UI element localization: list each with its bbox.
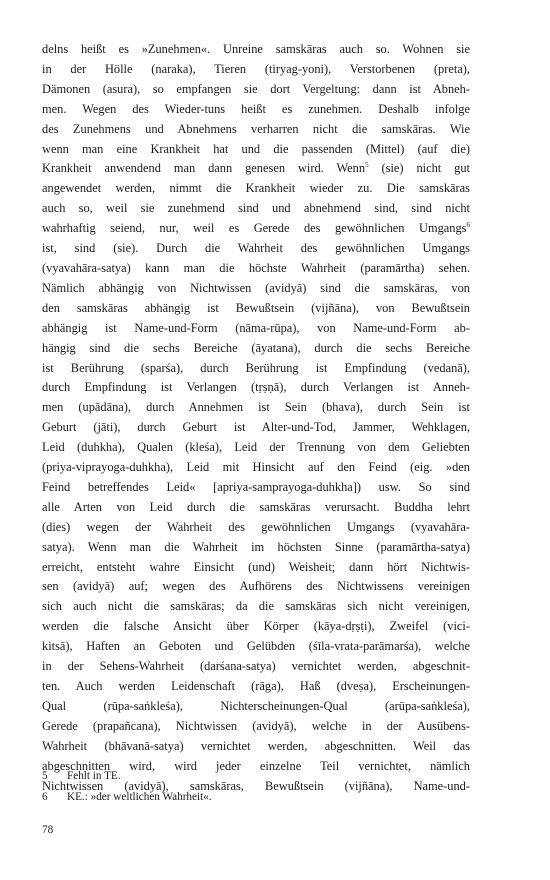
text-line — [42, 319, 470, 339]
text-line — [42, 398, 470, 418]
footnote — [42, 766, 470, 787]
text-line — [42, 378, 470, 398]
text-segment: des Zunehmens und Abnehmens verharren nicht die samskāras. Wie — [42, 121, 470, 136]
text-segment: sen (avidyā) auf; wegen des Aufhörens des Nichtwissens vereinigen — [42, 579, 470, 594]
text-segment: (sie) nicht gut — [368, 161, 471, 176]
text-line — [42, 418, 470, 438]
text-segment: Geburt (jāti), durch Geburt ist Alter-und-Tod, Jammer, Wehklagen, — [42, 420, 470, 435]
footnote-marker: 6 — [466, 221, 470, 230]
text-line — [42, 498, 470, 518]
text-line — [42, 657, 470, 677]
footnote-number: 5 — [42, 770, 48, 782]
footnote-marker: 5 — [365, 161, 369, 170]
text-line — [42, 737, 470, 757]
text-segment: (dies) wegen der Wahrheit des gewöhnlichen Umgangs (vyavahāra- — [42, 519, 470, 534]
text-segment: Leid (duhkha), Qualen (kleśa), Leid der Trennung von dem Geliebten — [42, 440, 470, 455]
text-segment: Krankheit anwendend man dann genesen wird. Wenn — [42, 161, 366, 176]
text-line — [42, 279, 470, 299]
text-segment: satya). Wenn man die Wahrheit im höchsten Sinne (paramārtha-satya) — [42, 539, 470, 554]
text-segment: men. Wegen des Wieder-tuns heißt es zunehmen. Deshalb infolge — [42, 101, 470, 116]
text-line — [42, 538, 470, 558]
text-segment: Gerede (prapañcana), Nichtwissen (avidyā), welche in der Ausübens- — [42, 718, 470, 733]
text-segment: Wahrheit (bhāvanā-satya) vernichtet werden, abgeschnitten. Weil das — [42, 738, 470, 753]
text-line — [42, 617, 470, 637]
text-segment: kitsā), Haften an Geboten und Gelübden (śīla-vrata-parāmarśa), welche — [42, 639, 470, 654]
text-segment: hängig sind die sechs Bereiche (āyatana), durch die sechs Bereiche — [42, 340, 470, 355]
text-segment: wenn man eine Krankheit hat und die passenden (Mittel) (auf die) — [42, 141, 470, 156]
page-number: 78 — [42, 824, 54, 836]
text-line — [42, 219, 470, 239]
text-line — [42, 299, 470, 319]
text-segment: (priya-viprayoga-duhkha), Leid mit Hinsicht auf den Feind (eig. »den — [42, 460, 470, 475]
text-segment: (vyavahāra-satya) kann man die höchste Wahrheit (paramārtha) sehen. — [42, 260, 470, 275]
text-segment: Nichtwissen (avidyā), samskāras, Bewußtsein (vijñāna), Name-und- — [42, 778, 470, 793]
footnotes — [42, 766, 470, 808]
text-line — [42, 199, 470, 219]
text-segment: durch Empfindung ist Verlangen (tṛṣṇā), durch Verlangen ist Anneh- — [42, 380, 470, 395]
text-line — [42, 239, 470, 259]
text-segment: abgeschnitten wird, wird jeder einzelne Teil vernichtet, nämlich — [42, 758, 470, 773]
text-segment: Dämonen (asura), so empfangen sie dort Vergeltung: dann ist Abneh- — [42, 81, 470, 96]
text-segment: in der Sehens-Wahrheit (darśana-satya) vernichtet werden, abgeschnit- — [42, 659, 470, 674]
text-line — [42, 179, 470, 199]
text-line — [42, 339, 470, 359]
text-line — [42, 259, 470, 279]
text-segment: Feind betreffendes Leid« [apriya-samprayoga-duhkha]) usw. So sind — [42, 479, 470, 494]
footnote-text: Fehlt in TE. — [67, 770, 121, 782]
text-segment: in der Hölle (naraka), Tieren (tiryag-yoni), Verstorbenen (preta), — [42, 61, 470, 76]
text-segment: men (upādāna), durch Annehmen ist Sein (bhava), durch Sein ist — [42, 400, 470, 415]
text-line — [42, 478, 470, 498]
text-segment: werden die falsche Ansicht über Körper (kāya-dṛṣṭi), Zweifel (vici- — [42, 619, 470, 634]
footnote-text: KE.: »der weltlichen Wahrheit«. — [67, 791, 212, 803]
text-line — [42, 458, 470, 478]
text-line — [42, 60, 470, 80]
text-segment: den samskāras abhängig ist Bewußtsein (vijñāna), von Bewußtsein — [42, 300, 470, 315]
text-line — [42, 518, 470, 538]
text-line — [42, 697, 470, 717]
text-segment: ist, sind (sie). Durch die Wahrheit des gewöhnlichen Umgangs — [42, 241, 470, 256]
text-segment: delns heißt es »Zunehmen«. Unreine samskāras auch so. Wohnen sie — [42, 42, 470, 56]
footnote — [42, 787, 470, 808]
text-segment: Qual (rūpa-saṅkleśa), Nichterscheinungen-Qual (arūpa-saṅkleśa), — [42, 698, 470, 713]
text-segment: ten. Auch werden Leidenschaft (rāga), Haß (dveṣa), Erscheinungen- — [42, 679, 470, 693]
text-segment: Nämlich abhängig von Nichtwissen (avidyā) sind die samskāras, von — [42, 280, 470, 295]
text-segment: erreicht, entsteht wahre Einsicht (und) Weisheit; dann hört Nichtwis- — [42, 559, 470, 574]
text-segment: sich auch nicht die samskāras; da die samskāras sich nicht vereinigen, — [42, 599, 470, 614]
text-line — [42, 577, 470, 597]
text-line — [42, 597, 470, 617]
text-line — [42, 677, 470, 697]
text-line — [42, 558, 470, 578]
text-line — [42, 159, 470, 179]
text-line — [42, 120, 470, 140]
text-line — [42, 100, 470, 120]
text-line — [42, 717, 470, 737]
text-line — [42, 80, 470, 100]
text-segment: alle Arten von Leid durch die samskāras verursacht. Buddha lehrt — [42, 499, 470, 514]
text-line — [42, 637, 470, 657]
text-segment: wahrhaftig seiend, nur, weil es Gerede des gewöhnlichen Umgangs — [42, 221, 467, 236]
text-line — [42, 40, 470, 60]
text-segment: angewendet werden, nimmt die Krankheit wieder zu. Die samskāras — [42, 181, 470, 196]
text-segment: auch so, weil sie zunehmend sind und abnehmend sind, sind nicht — [42, 201, 470, 216]
body-text — [42, 40, 470, 796]
text-line — [42, 438, 470, 458]
text-line — [42, 140, 470, 160]
text-segment: abhängig ist Name-und-Form (nāma-rūpa), von Name-und-Form ab- — [42, 320, 470, 335]
footnote-number: 6 — [42, 791, 48, 803]
text-line — [42, 359, 470, 379]
text-segment: ist Berührung (sparśa), durch Berührung ist Empfindung (vedanā), — [42, 360, 470, 375]
